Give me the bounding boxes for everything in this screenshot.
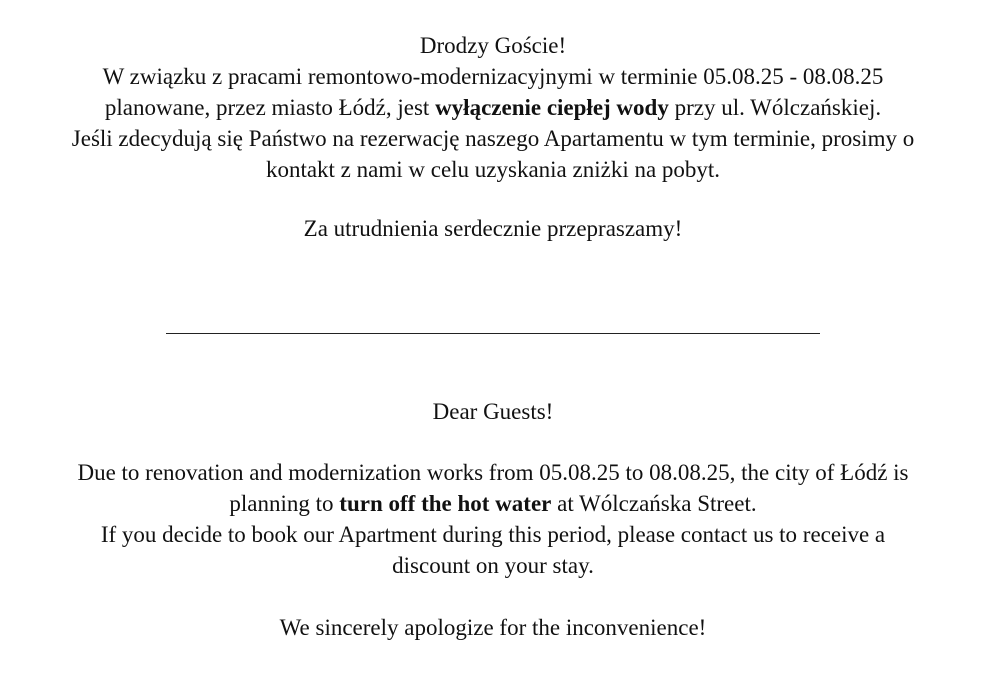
polish-hot-water-emphasis: wyłączenie ciepłej wody	[435, 95, 669, 120]
polish-notice	[0, 30, 986, 185]
polish-line-1: W związku z pracami remontowo-modernizacyjnymi w terminie 05.08.25 - 08.08.25	[102, 64, 884, 89]
english-line-2	[0, 488, 986, 519]
polish-line-2-end: przy ul. Wólczańskiej.	[668, 95, 882, 120]
english-line-1: Due to renovation and modernization works from 05.08.25 to 08.08.25, the city of Łódź is	[77, 460, 909, 485]
polish-greeting: Drodzy Goście!	[419, 33, 567, 58]
polish-line-2	[0, 92, 986, 123]
english-line-2-end: at Wólczańska Street.	[551, 491, 757, 516]
english-line-3: If you decide to book our Apartment during this period, please contact us to receive a	[100, 522, 886, 547]
polish-line-3: Jeśli zdecydują się Państwo na rezerwację naszego Apartamentu w tym terminie, prosimy o	[71, 126, 915, 151]
english-line-2-start: planning to	[229, 491, 340, 516]
english-line-4: discount on your stay.	[392, 553, 594, 578]
english-apology: We sincerely apologize for the inconvenience!	[279, 615, 707, 640]
polish-apology: Za utrudnienia serdecznie przepraszamy!	[303, 216, 683, 241]
polish-line-4: kontakt z nami w celu uzyskania zniżki na pobyt.	[265, 157, 721, 182]
english-greeting: Dear Guests!	[432, 399, 554, 424]
english-hot-water-emphasis: turn off the hot water	[339, 491, 552, 516]
english-notice	[0, 457, 986, 581]
polish-line-2-start: planowane, przez miasto Łódź, jest	[104, 95, 436, 120]
section-divider	[166, 333, 820, 334]
